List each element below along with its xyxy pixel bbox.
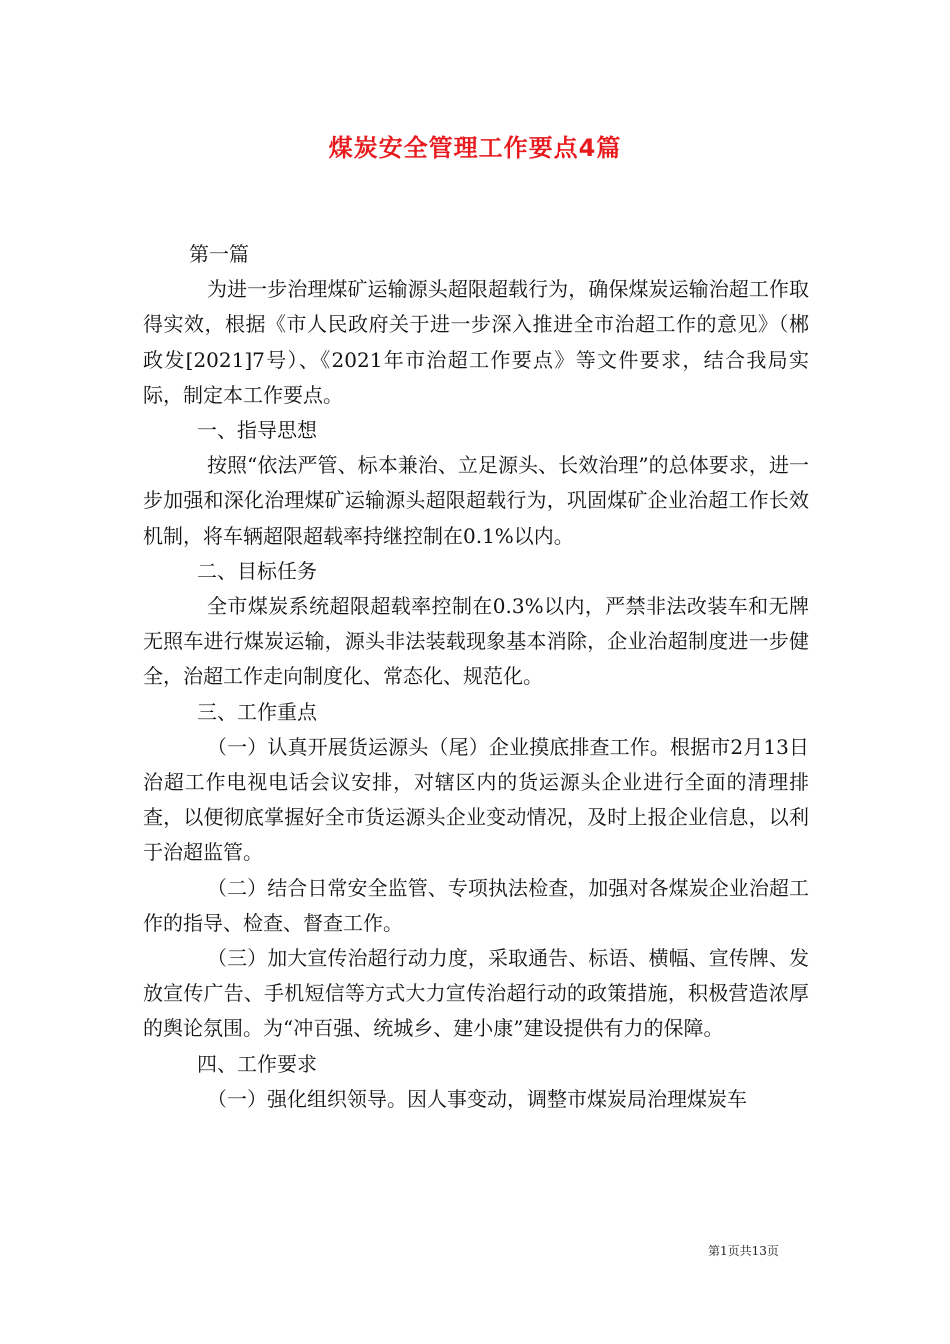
body-paragraph: 按照“依法严管、标本兼治、立足源头、长效治理”的总体要求，进一步加强和深化治理煤矿运输源头超限超载行为，巩固煤矿企业治超工作长效机制，将车辆超限超载率持继控制在0.1%以内。 <box>143 453 809 548</box>
page-number: 第1页共13页 <box>708 1244 779 1258</box>
section-heading: 四、工作要求 <box>197 1051 317 1076</box>
body-paragraph: （一）认真开展货运源头（尾）企业摸底排查工作。根据市2月13日治超工作电视电话会议安排，对辖区内的货运源头企业进行全面的清理排查，以便彻底掌握好全市货运源头企业变动情况，及时上报企业信息，以利于治超监管。 <box>143 734 809 865</box>
body-paragraph: （二）结合日常安全监管、专项执法检查，加强对各煤炭企业治超工作的指导、检查、督查工作。 <box>143 875 809 935</box>
section-heading: 三、工作重点 <box>197 699 317 724</box>
body-paragraph: 为进一步治理煤矿运输源头超限超载行为，确保煤炭运输治超工作取得实效，根据《市人民政府关于进一步深入推进全市治超工作的意见》（郴政发[2021]7号）、《2021年市治超工作要点》等文件要求，结合我局实际，制定本工作要点。 <box>143 277 809 407</box>
section-heading: 二、目标任务 <box>197 558 317 583</box>
body-paragraph: 全市煤炭系统超限超载率控制在0.3%以内，严禁非法改装车和无牌无照车进行煤炭运输，源头非法装载现象基本消除，企业治超制度进一步健全，治超工作走向制度化、常态化、规范化。 <box>143 594 809 689</box>
section-heading: 第一篇 <box>189 242 249 266</box>
section-heading: 一、指导思想 <box>197 418 317 443</box>
body-paragraph: （一）强化组织领导。因人事变动，调整市煤炭局治理煤炭车 <box>207 1086 747 1111</box>
document-title: 煤炭安全管理工作要点4篇 <box>328 134 622 162</box>
document-body <box>143 237 809 1117</box>
body-paragraph: （三）加大宣传治超行动力度，采取通告、标语、横幅、宣传牌、发放宣传广告、手机短信等方式大力宣传治超行动的政策措施，积极营造浓厚的舆论氛围。为“冲百强、统城乡、建小康”建设提供有力的保障。 <box>143 946 809 1041</box>
